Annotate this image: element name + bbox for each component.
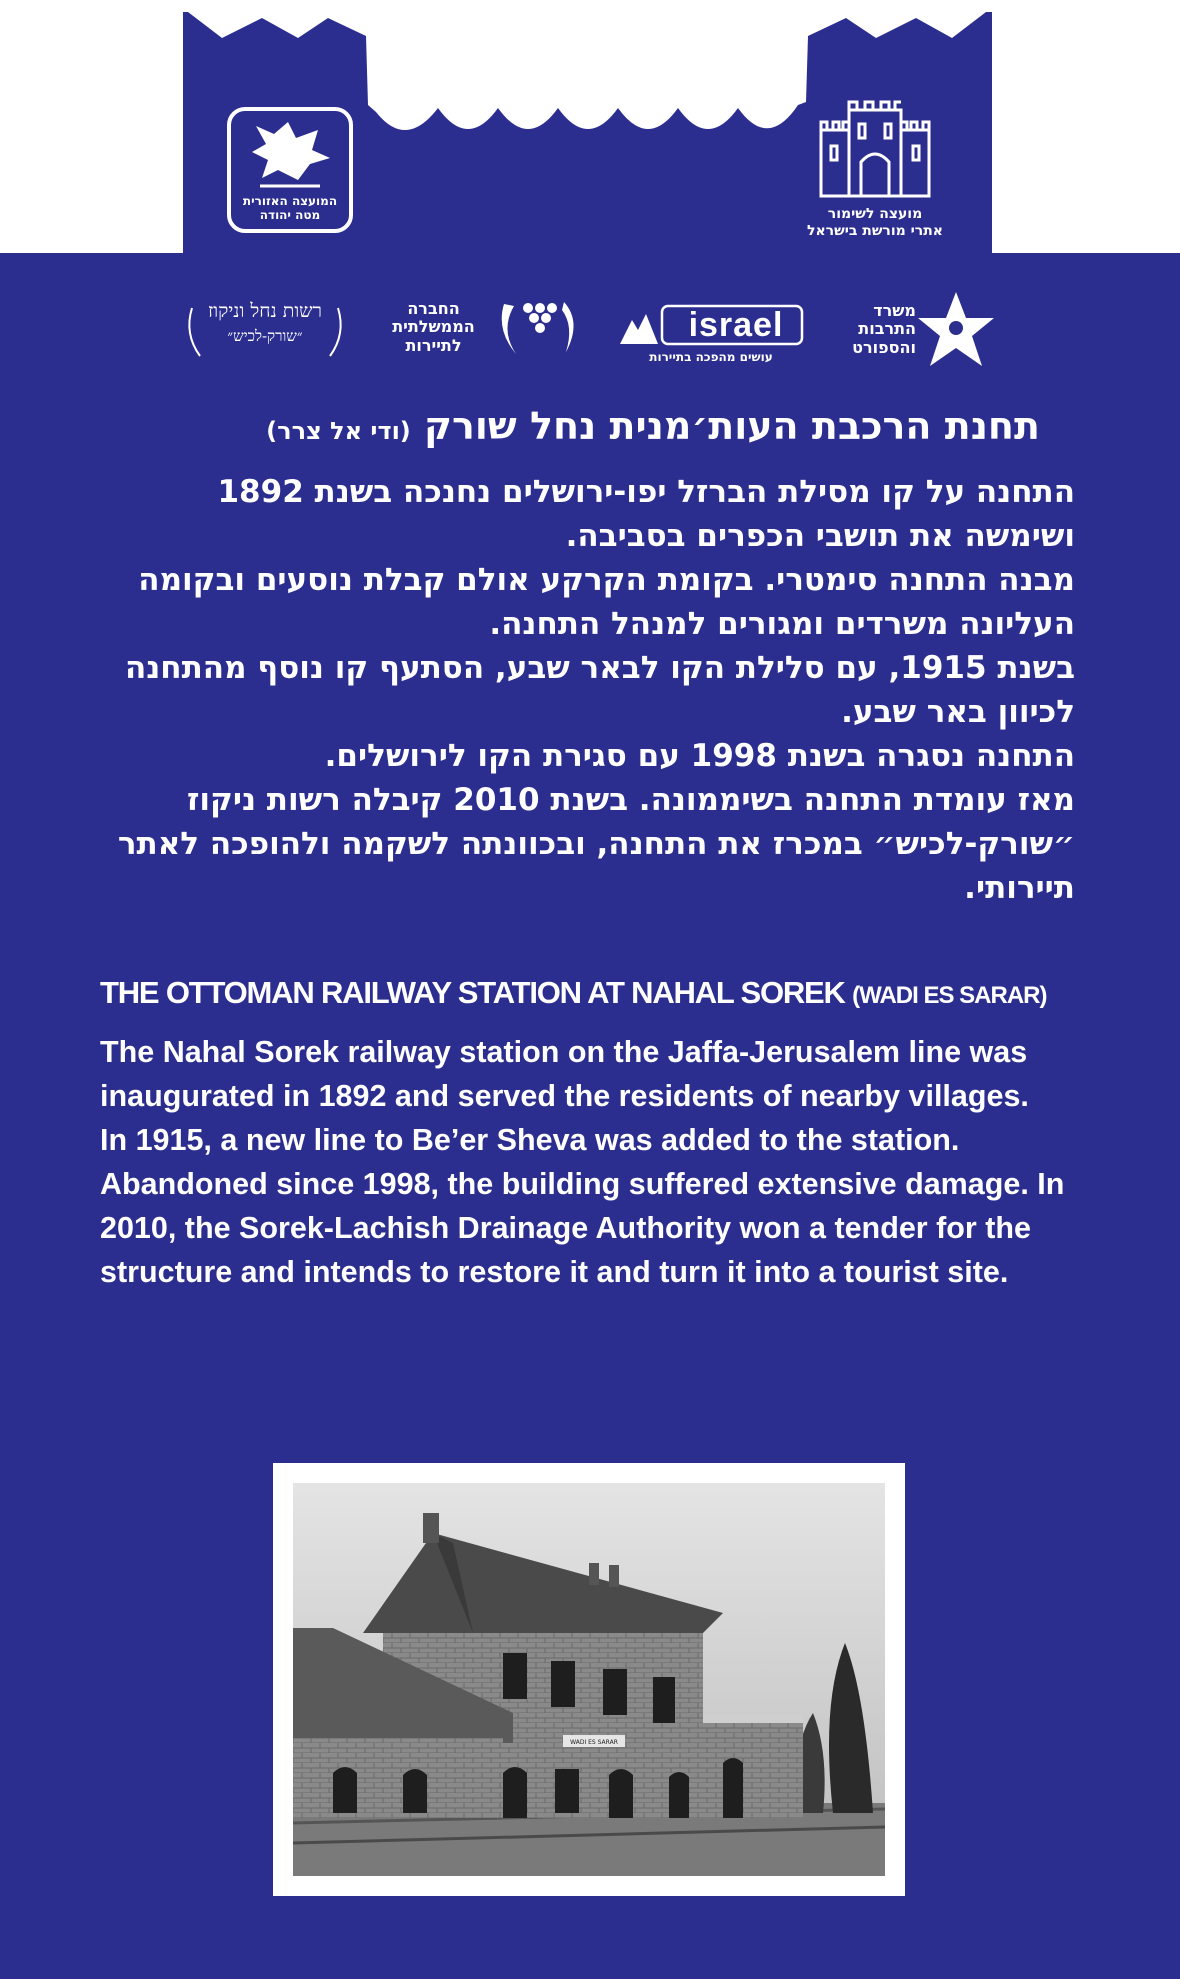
hebrew-paragraph: מבנה התחנה סימטרי. בקומת הקרקע אולם קבלת נוסעים ובקומה העליונה משרדים ומגורים למנהל התחנה. <box>138 562 1075 642</box>
ministry-culture-logo <box>836 290 996 380</box>
station-photo <box>293 1483 885 1876</box>
station-photo-frame <box>273 1463 905 1896</box>
israel-tourism-logo <box>616 300 806 370</box>
english-paragraph: In 1915, a new line to Be’er Sheva was added to the station. Abandoned since 1998, the building suffered extensive damage. In 2010, the Sorek-Lachish Drainage Authority won a tender for the structure and intends to restore it and turn it into a tourist site. <box>100 1123 1065 1289</box>
mateh-yehuda-line1: המועצה האזורית <box>242 194 338 208</box>
hebrew-paragraph: מאז עומדת התחנה בשיממונה. בשנת 2010 קיבלה רשות ניקוז ״שורק-לכיש״ במכרז את התחנה, ובכוונתה לשקמה ולהופכה לאתר תיירותי. <box>117 782 1075 906</box>
israel-tourism-slogan: עושים מהפכה בתיירות <box>649 350 773 364</box>
castle-gate-icon <box>815 100 935 200</box>
english-title-sub: (WADI ES SARAR) <box>852 982 1047 1009</box>
drainage-authority-line2: ״שורק-לכיש״ <box>227 326 303 345</box>
tourism-company-line3: לתיירות <box>405 335 462 355</box>
grapes-icon <box>494 296 584 360</box>
preservation-council-line1: מועצה לשימור <box>827 206 923 222</box>
english-title <box>100 975 1080 1011</box>
drainage-authority-logo <box>180 300 350 370</box>
mateh-yehuda-logo <box>226 106 354 234</box>
hebrew-paragraph: התחנה נסגרה בשנת 1998 עם סגירת הקו לירושלים. <box>324 738 1075 774</box>
tourism-company-logo <box>376 296 586 376</box>
israel-wordmark: israel <box>688 306 784 344</box>
english-body <box>100 1030 1075 1294</box>
hebrew-title <box>100 404 1040 450</box>
tourism-company-line2: הממשלתית <box>392 317 475 337</box>
ministry-line3: והספורט <box>852 337 916 357</box>
mateh-yehuda-line2: מטה יהודה <box>259 208 321 223</box>
drainage-authority-icon <box>180 300 350 370</box>
preservation-council-line2: אתרי מורשת בישראל <box>807 222 943 239</box>
english-title-main: THE OTTOMAN RAILWAY STATION AT NAHAL SOREK <box>100 975 845 1010</box>
hebrew-title-sub: (ודי אל צרר) <box>266 417 411 445</box>
station-sign-text: WADI ES SARAR <box>570 1739 618 1746</box>
star-figure-icon <box>916 290 996 374</box>
ministry-line2: התרבות <box>858 319 916 339</box>
drainage-authority-line1: רשות נחל וניקוז <box>208 300 322 322</box>
hebrew-paragraph: התחנה על קו מסילת הברזל יפו-ירושלים נחנכה בשנת 1892 ושימשה את תושבי הכפרים בסביבה. <box>217 474 1075 554</box>
hebrew-body <box>100 470 1075 910</box>
english-paragraph: The Nahal Sorek railway station on the Jaffa-Jerusalem line was inaugurated in 1892 and served the residents of nearby villages. <box>100 1035 1029 1113</box>
tourism-company-line1: החברה <box>407 299 460 318</box>
preservation-council-logo <box>790 100 960 250</box>
ministry-line1: משרד <box>873 301 916 320</box>
hebrew-paragraph: בשנת 1915, עם סלילת הקו לבאר שבע, הסתעף קו נוסף מהתחנה לכיוון באר שבע. <box>124 650 1075 730</box>
hebrew-title-main: תחנת הרכבת העות׳מנית נחל שורק <box>424 404 1040 448</box>
